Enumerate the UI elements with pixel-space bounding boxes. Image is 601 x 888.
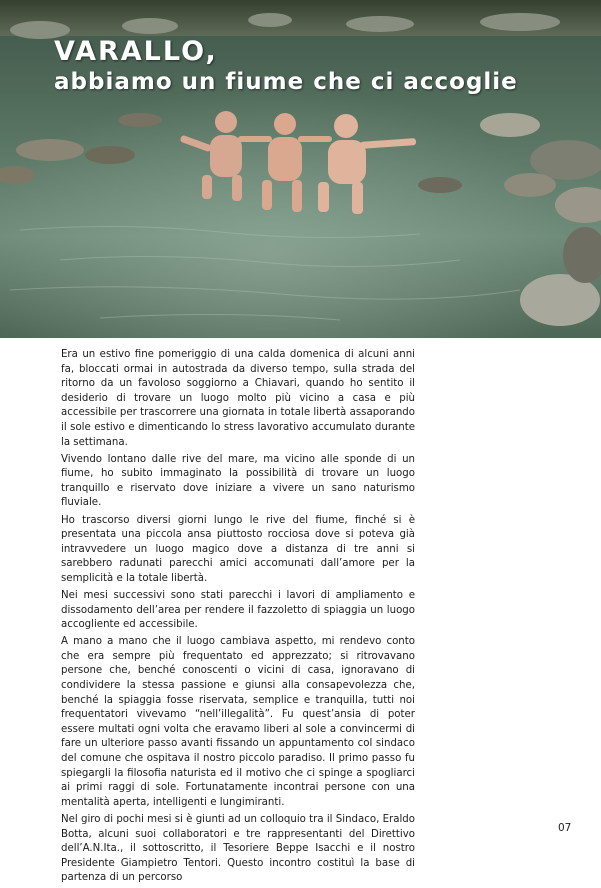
- paragraph: Era un estivo fine pomeriggio di una calda domenica di alcuni anni fa, bloccati ormai in autostrada da diverso tempo, sulla strada del ritorno da un favoloso soggiorno a Chiavari, quando ho sentito il desiderio di trovare un luogo molto più vicino a casa e più accessibile per trascorrere una giornata in totale libertà assaporando il sole estivo e dimenticando lo stress lavorativo accumulato durante la settimana.: [61, 349, 415, 448]
- headline-line-2: abbiamo un fiume che ci accoglie: [54, 69, 518, 95]
- headline-line-1: VARALLO,: [54, 36, 218, 67]
- paragraph: Ho trascorso diversi giorni lungo le rive del fiume, finché si è presentata una piccola ansa piuttosto rocciosa dove si poteva già intravvedere un luogo magico dove a distanza di tre anni si sarebbero radunati parecchi amici accomunati dall’amore per la semplicità e la totale libertà.: [61, 514, 415, 584]
- paragraph: Nel giro di pochi mesi si è giunti ad un colloquio tra il Sindaco, Eraldo Botta, alcuni suoi collaboratori e tre rappresentanti del Direttivo dell’A.N.Ita., il sottoscritto, il Tesoriere Beppe Isacchi e il nostro Presidente Giampietro Tentori. Questo incontro costituì la base di partenza di un percorso: [61, 813, 415, 884]
- paragraph: Nei mesi successivi sono stati parecchi i lavori di ampliamento e dissodamento dell’area per rendere il fazzoletto di spiaggia un luogo accogliente ed accessibile.: [61, 590, 415, 631]
- page-number: 07: [558, 822, 572, 834]
- paragraph: A mano a mano che il luogo cambiava aspetto, mi rendevo conto che era sempre più frequentato ed apprezzato; si ritrovavano persone che, benché conoscenti o vicini di casa, ignoravano di condividere la stessa passione e giunsi alla consapevolezza che, benché la spiaggia fosse riservata, semplice e tranquilla, tutti noi frequentatori vivevamo “nell’illegalità”. Fu quest’ansia di poter essere multati ogni volta che eravamo liberi al sole a convincermi di fare un ulteriore passo avanti fissando un appuntamento col sindaco del comune che ospitava il nostro piccolo paradiso. Il primo passo fu spiegargli la filosofia naturista ed il motivo che ci spinge a spogliarci ai primi raggi di sole. Fortunatamente incontrai persone con una mentalità aperta, intelligenti e lungimiranti.: [61, 636, 415, 808]
- hero-photo: [0, 0, 601, 338]
- article-body: [61, 348, 415, 888]
- article-headline: [54, 36, 518, 96]
- paragraph: Vivendo lontano dalle rive del mare, ma vicino alle sponde di un fiume, ho subito immaginato la possibilità di trovare un luogo tranquillo e riservato dove iniziare a vivere un sano naturismo fluviale.: [61, 453, 415, 509]
